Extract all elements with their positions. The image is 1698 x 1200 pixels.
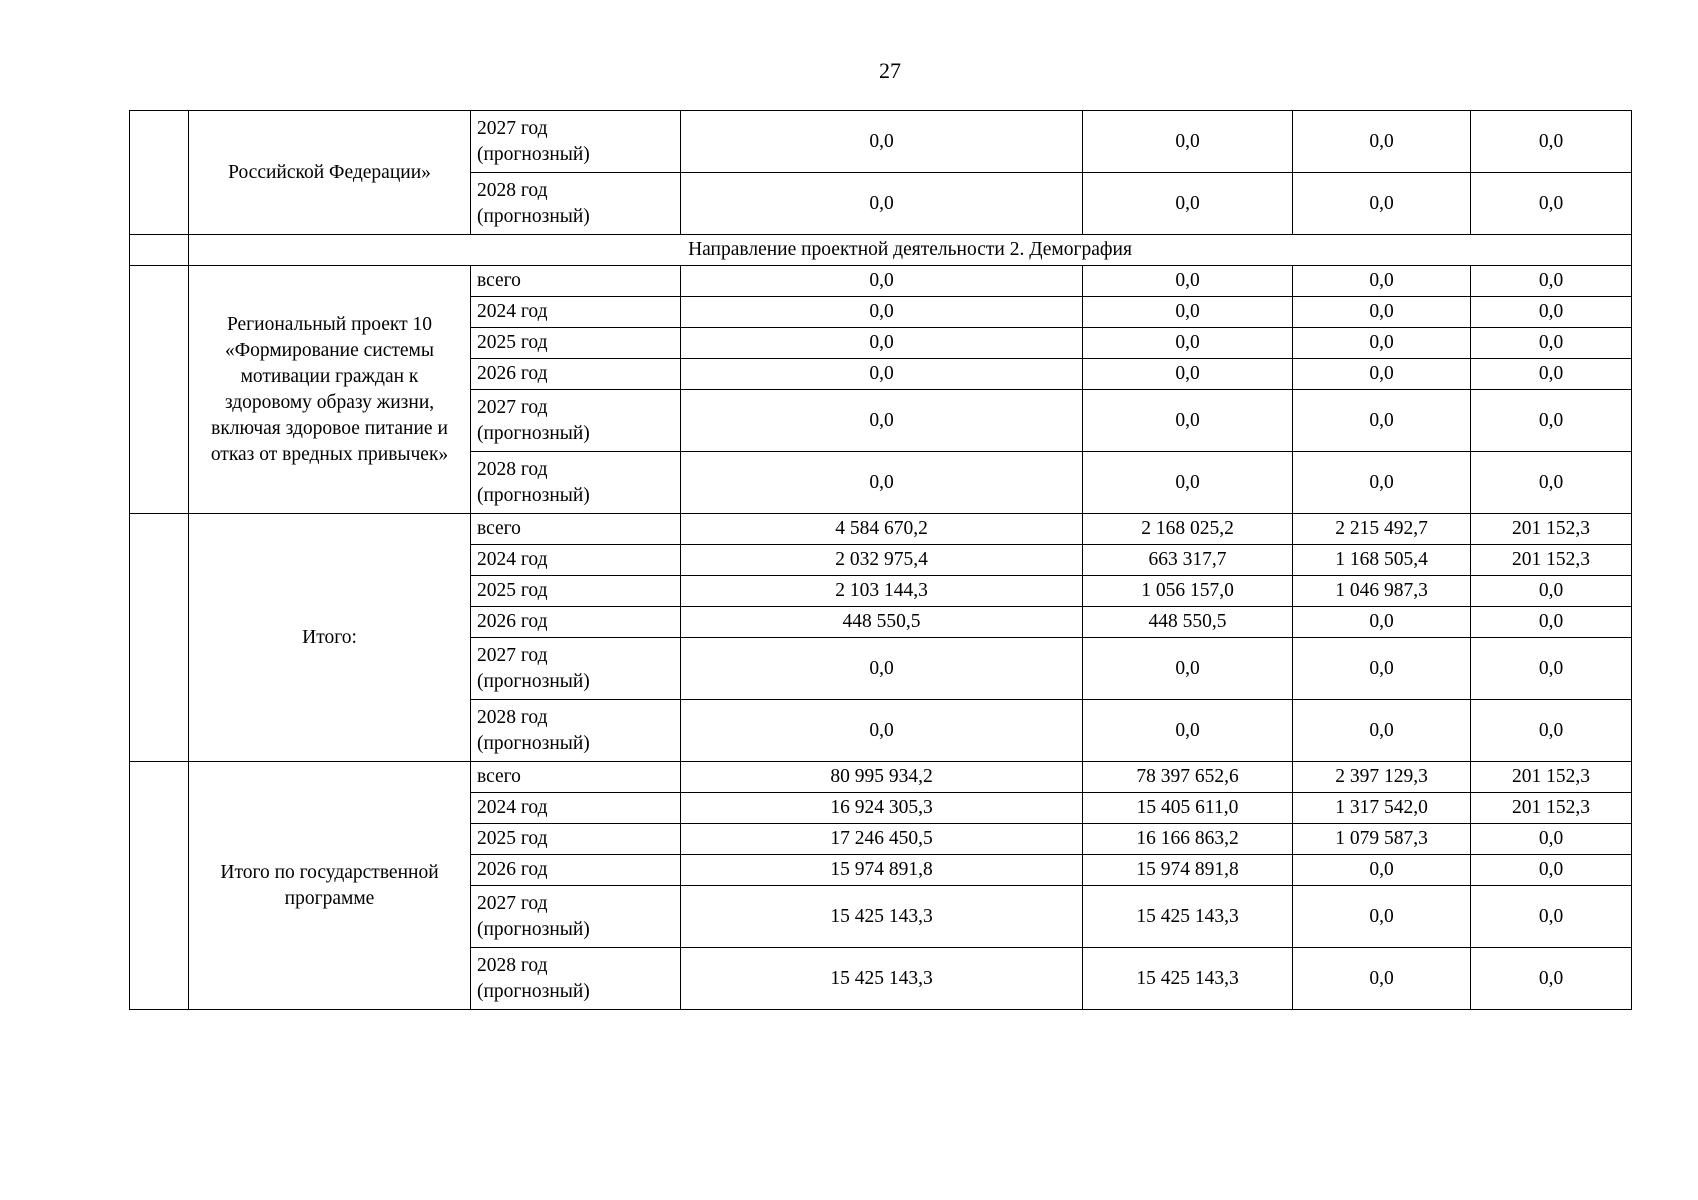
regional-budget-cell: 1 046 987,3 xyxy=(1293,576,1471,607)
table-row xyxy=(130,266,1632,297)
regional-budget-cell: 0,0 xyxy=(1293,266,1471,297)
other-sources-cell: 0,0 xyxy=(1471,607,1632,638)
regional-budget-cell: 2 215 492,7 xyxy=(1293,514,1471,545)
federal-budget-cell: 448 550,5 xyxy=(1083,607,1293,638)
period-cell: 2025 год xyxy=(471,576,681,607)
total-amount-cell: 80 995 934,2 xyxy=(681,762,1083,793)
federal-budget-cell: 78 397 652,6 xyxy=(1083,762,1293,793)
regional-budget-cell: 0,0 xyxy=(1293,328,1471,359)
federal-budget-cell: 0,0 xyxy=(1083,266,1293,297)
federal-budget-cell: 663 317,7 xyxy=(1083,545,1293,576)
total-amount-cell: 15 425 143,3 xyxy=(681,948,1083,1010)
period-cell: 2025 год xyxy=(471,824,681,855)
total-amount-cell: 0,0 xyxy=(681,297,1083,328)
other-sources-cell: 0,0 xyxy=(1471,297,1632,328)
federal-budget-cell: 0,0 xyxy=(1083,452,1293,514)
total-amount-cell: 448 550,5 xyxy=(681,607,1083,638)
regional-budget-cell: 1 168 505,4 xyxy=(1293,545,1471,576)
period-cell: 2028 год (прогнозный) xyxy=(471,173,681,235)
regional-budget-cell: 0,0 xyxy=(1293,452,1471,514)
program-name: Региональный проект 10 «Формирование системы мотивации граждан к здоровому образу жизни, включая здоровое питание и отказ от вредных привычек» xyxy=(189,266,471,514)
other-sources-cell: 0,0 xyxy=(1471,886,1632,948)
total-amount-cell: 0,0 xyxy=(681,266,1083,297)
period-cell: 2028 год (прогнозный) xyxy=(471,452,681,514)
other-sources-cell: 0,0 xyxy=(1471,266,1632,297)
federal-budget-cell: 1 056 157,0 xyxy=(1083,576,1293,607)
total-amount-cell: 2 032 975,4 xyxy=(681,545,1083,576)
total-amount-cell: 0,0 xyxy=(681,359,1083,390)
federal-budget-cell: 0,0 xyxy=(1083,111,1293,173)
program-name: Итого: xyxy=(189,514,471,762)
other-sources-cell: 201 152,3 xyxy=(1471,793,1632,824)
program-name: Итого по государственной программе xyxy=(189,762,471,1010)
other-sources-cell: 0,0 xyxy=(1471,824,1632,855)
page-number: 27 xyxy=(879,58,901,83)
federal-budget-cell: 0,0 xyxy=(1083,700,1293,762)
period-cell: 2024 год xyxy=(471,545,681,576)
table-row xyxy=(130,762,1632,793)
federal-budget-cell: 0,0 xyxy=(1083,638,1293,700)
period-cell: 2027 год (прогнозный) xyxy=(471,638,681,700)
federal-budget-cell: 0,0 xyxy=(1083,297,1293,328)
period-cell: 2028 год (прогнозный) xyxy=(471,948,681,1010)
regional-budget-cell: 0,0 xyxy=(1293,886,1471,948)
regional-budget-cell: 0,0 xyxy=(1293,607,1471,638)
federal-budget-cell: 16 166 863,2 xyxy=(1083,824,1293,855)
other-sources-cell: 0,0 xyxy=(1471,328,1632,359)
total-amount-cell: 0,0 xyxy=(681,638,1083,700)
federal-budget-cell: 0,0 xyxy=(1083,359,1293,390)
table-row xyxy=(130,514,1632,545)
federal-budget-cell: 0,0 xyxy=(1083,390,1293,452)
budget-table xyxy=(129,110,1632,1010)
regional-budget-cell: 0,0 xyxy=(1293,855,1471,886)
other-sources-cell: 0,0 xyxy=(1471,111,1632,173)
other-sources-cell: 0,0 xyxy=(1471,638,1632,700)
program-name: Российской Федерации» xyxy=(189,111,471,235)
other-sources-cell: 201 152,3 xyxy=(1471,762,1632,793)
row-index-cell xyxy=(130,266,189,514)
total-amount-cell: 0,0 xyxy=(681,111,1083,173)
period-cell: 2027 год (прогнозный) xyxy=(471,111,681,173)
period-cell: 2026 год xyxy=(471,607,681,638)
section-title: Направление проектной деятельности 2. Демография xyxy=(189,235,1632,266)
period-cell: всего xyxy=(471,266,681,297)
other-sources-cell: 0,0 xyxy=(1471,452,1632,514)
other-sources-cell: 0,0 xyxy=(1471,700,1632,762)
section-row xyxy=(130,235,1632,266)
federal-budget-cell: 0,0 xyxy=(1083,173,1293,235)
regional-budget-cell: 0,0 xyxy=(1293,359,1471,390)
total-amount-cell: 15 425 143,3 xyxy=(681,886,1083,948)
period-cell: 2026 год xyxy=(471,855,681,886)
federal-budget-cell: 15 425 143,3 xyxy=(1083,886,1293,948)
table-row xyxy=(130,111,1632,173)
period-cell: 2027 год (прогнозный) xyxy=(471,390,681,452)
federal-budget-cell: 2 168 025,2 xyxy=(1083,514,1293,545)
federal-budget-cell: 15 425 143,3 xyxy=(1083,948,1293,1010)
period-cell: 2026 год xyxy=(471,359,681,390)
row-index-cell xyxy=(130,514,189,762)
regional-budget-cell: 0,0 xyxy=(1293,700,1471,762)
regional-budget-cell: 0,0 xyxy=(1293,173,1471,235)
regional-budget-cell: 0,0 xyxy=(1293,638,1471,700)
regional-budget-cell: 2 397 129,3 xyxy=(1293,762,1471,793)
other-sources-cell: 0,0 xyxy=(1471,576,1632,607)
row-index-cell xyxy=(130,235,189,266)
total-amount-cell: 0,0 xyxy=(681,173,1083,235)
period-cell: 2027 год (прогнозный) xyxy=(471,886,681,948)
other-sources-cell: 0,0 xyxy=(1471,173,1632,235)
regional-budget-cell: 0,0 xyxy=(1293,390,1471,452)
other-sources-cell: 0,0 xyxy=(1471,948,1632,1010)
total-amount-cell: 2 103 144,3 xyxy=(681,576,1083,607)
row-index-cell xyxy=(130,111,189,235)
period-cell: 2024 год xyxy=(471,297,681,328)
other-sources-cell: 0,0 xyxy=(1471,359,1632,390)
total-amount-cell: 15 974 891,8 xyxy=(681,855,1083,886)
other-sources-cell: 0,0 xyxy=(1471,855,1632,886)
federal-budget-cell: 0,0 xyxy=(1083,328,1293,359)
other-sources-cell: 201 152,3 xyxy=(1471,545,1632,576)
federal-budget-cell: 15 974 891,8 xyxy=(1083,855,1293,886)
period-cell: всего xyxy=(471,514,681,545)
other-sources-cell: 201 152,3 xyxy=(1471,514,1632,545)
period-cell: 2028 год (прогнозный) xyxy=(471,700,681,762)
regional-budget-cell: 0,0 xyxy=(1293,948,1471,1010)
total-amount-cell: 0,0 xyxy=(681,390,1083,452)
regional-budget-cell: 0,0 xyxy=(1293,111,1471,173)
row-index-cell xyxy=(130,762,189,1010)
total-amount-cell: 0,0 xyxy=(681,700,1083,762)
total-amount-cell: 16 924 305,3 xyxy=(681,793,1083,824)
total-amount-cell: 17 246 450,5 xyxy=(681,824,1083,855)
regional-budget-cell: 1 317 542,0 xyxy=(1293,793,1471,824)
regional-budget-cell: 0,0 xyxy=(1293,297,1471,328)
regional-budget-cell: 1 079 587,3 xyxy=(1293,824,1471,855)
total-amount-cell: 0,0 xyxy=(681,452,1083,514)
period-cell: всего xyxy=(471,762,681,793)
total-amount-cell: 0,0 xyxy=(681,328,1083,359)
period-cell: 2024 год xyxy=(471,793,681,824)
period-cell: 2025 год xyxy=(471,328,681,359)
federal-budget-cell: 15 405 611,0 xyxy=(1083,793,1293,824)
total-amount-cell: 4 584 670,2 xyxy=(681,514,1083,545)
other-sources-cell: 0,0 xyxy=(1471,390,1632,452)
